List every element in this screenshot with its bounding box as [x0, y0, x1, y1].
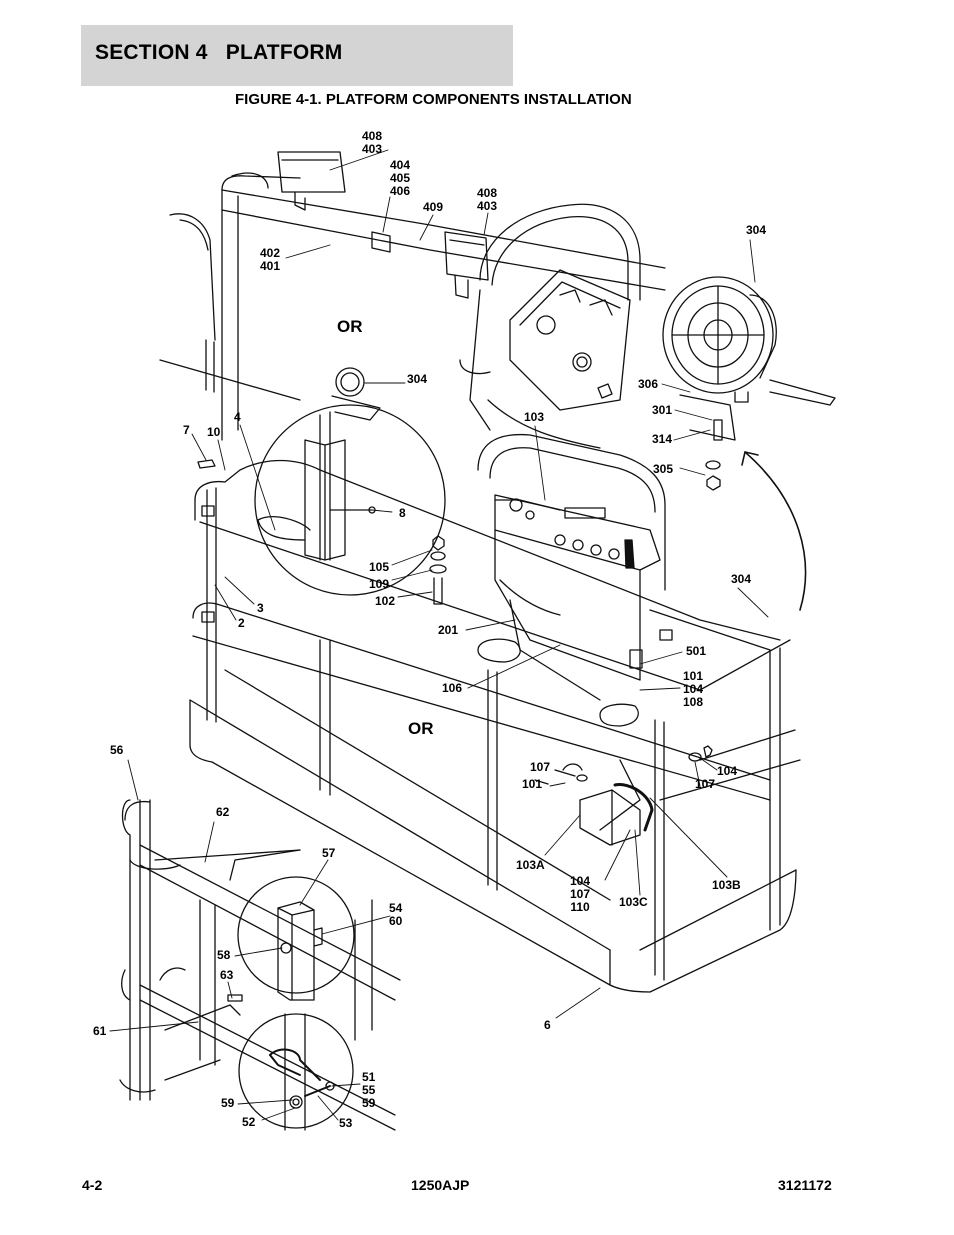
callout-text: 107 [530, 760, 551, 774]
callout-104-right [717, 765, 737, 778]
callout-62 [216, 806, 229, 819]
callout-51-55-59 [362, 1071, 375, 1110]
callout-text: 408 403 [362, 129, 383, 156]
callout-408-403-mid [477, 187, 497, 213]
callout-402-401 [260, 247, 280, 273]
callout-8 [399, 507, 406, 520]
callout-201 [438, 624, 458, 637]
callout-text: 8 [399, 506, 406, 520]
callout-61 [93, 1025, 106, 1038]
callout-text: 301 [652, 403, 673, 417]
callout-text: 10 [207, 425, 221, 439]
callout-7 [183, 424, 190, 437]
callout-4 [234, 411, 241, 424]
callout-text: 102 [375, 594, 396, 608]
callout-text: 103C [619, 895, 648, 909]
callout-54-60 [389, 902, 402, 928]
alternate-work-light [663, 277, 835, 610]
callout-107-right [695, 778, 715, 791]
callout-104-107-110 [570, 875, 590, 914]
callout-text: 409 [423, 200, 444, 214]
callout-301 [652, 404, 672, 417]
callout-text: 304 [746, 223, 767, 237]
callout-56 [110, 744, 123, 757]
callout-text: 58 [217, 948, 231, 962]
callout-408-403-top [362, 130, 382, 156]
callout-3 [257, 602, 264, 615]
callout-text: 201 [438, 623, 459, 637]
detail-circle-pin [239, 1014, 353, 1130]
or-label-lower: OR [408, 719, 434, 738]
callout-2 [238, 617, 245, 630]
footer-doc-number: 3121172 [778, 1177, 832, 1193]
callout-text: 103 [524, 410, 545, 424]
rear-light-bar [160, 152, 665, 440]
callout-306 [638, 378, 658, 391]
callout-text: 7 [183, 423, 190, 437]
callout-103C [619, 896, 648, 909]
callout-text: 103B [712, 878, 741, 892]
alternate-rail-detail [120, 800, 403, 1130]
footer-page-number: 4-2 [82, 1177, 103, 1193]
callout-text: 314 [652, 432, 673, 446]
callout-text: 104 107 110 [570, 874, 591, 914]
callout-404-405-406 [390, 159, 410, 198]
callout-text: 52 [242, 1115, 256, 1129]
callout-text: 304 [407, 372, 428, 386]
callout-304-right [731, 573, 751, 586]
callout-text: 106 [442, 681, 463, 695]
callout-101-104-108 [683, 670, 703, 709]
callout-text: 59 [221, 1096, 235, 1110]
callout-103B [712, 879, 741, 892]
callout-304-left [407, 373, 427, 386]
callout-304-top-right [746, 224, 766, 237]
callout-52 [242, 1116, 255, 1129]
callout-53 [339, 1117, 352, 1130]
callout-text: 408 403 [477, 186, 498, 213]
callout-text: 53 [339, 1116, 353, 1130]
callout-text: 54 60 [389, 901, 403, 928]
callout-109 [369, 578, 389, 591]
detail-circle-upper [255, 405, 446, 604]
rear-control-station [460, 204, 640, 448]
callout-6 [544, 1019, 551, 1032]
callout-text: 4 [234, 410, 241, 424]
callout-501 [686, 645, 706, 658]
callout-text: 104 [717, 764, 738, 778]
callout-103 [524, 411, 544, 424]
front-control-box [478, 435, 665, 726]
callout-58 [217, 949, 230, 962]
section-title: SECTION 4 PLATFORM [95, 41, 343, 64]
callout-text: 61 [93, 1024, 107, 1038]
callout-text: 404 405 406 [390, 158, 411, 198]
figure-title: FIGURE 4-1. PLATFORM COMPONENTS INSTALLATION [235, 91, 632, 108]
callout-text: 109 [369, 577, 390, 591]
callout-text: 402 401 [260, 246, 281, 273]
callout-text: 6 [544, 1018, 551, 1032]
control-box-mount [535, 746, 712, 845]
callout-text: 62 [216, 805, 230, 819]
callout-107-left [530, 761, 550, 774]
callout-57 [322, 847, 335, 860]
callout-text: 107 [695, 777, 716, 791]
callout-103A [516, 859, 545, 872]
callout-text: 306 [638, 377, 659, 391]
callout-text: 63 [220, 968, 234, 982]
callout-text: 103A [516, 858, 545, 872]
callout-105 [369, 561, 389, 574]
callout-106 [442, 682, 462, 695]
callout-text: 105 [369, 560, 390, 574]
callout-text: 2 [238, 616, 245, 630]
callout-text: 101 104 108 [683, 669, 704, 709]
callout-text: 56 [110, 743, 124, 757]
callout-10 [207, 426, 220, 439]
footer-model: 1250AJP [411, 1177, 470, 1193]
callout-text: 304 [731, 572, 752, 586]
callout-text: 305 [653, 462, 674, 476]
callout-text: 51 55 59 [362, 1070, 376, 1110]
callout-59-left [221, 1097, 234, 1110]
callout-409 [423, 201, 443, 214]
callout-101-lower [522, 778, 542, 791]
callout-text: 3 [257, 601, 264, 615]
callout-314 [652, 433, 672, 446]
callout-text: 57 [322, 846, 336, 860]
callout-102 [375, 595, 395, 608]
callout-text: 501 [686, 644, 707, 658]
callout-text: 101 [522, 777, 543, 791]
callout-63 [220, 969, 233, 982]
detail-circle-bracket [238, 877, 354, 1000]
callout-305 [653, 463, 673, 476]
or-label-upper: OR [337, 317, 363, 336]
